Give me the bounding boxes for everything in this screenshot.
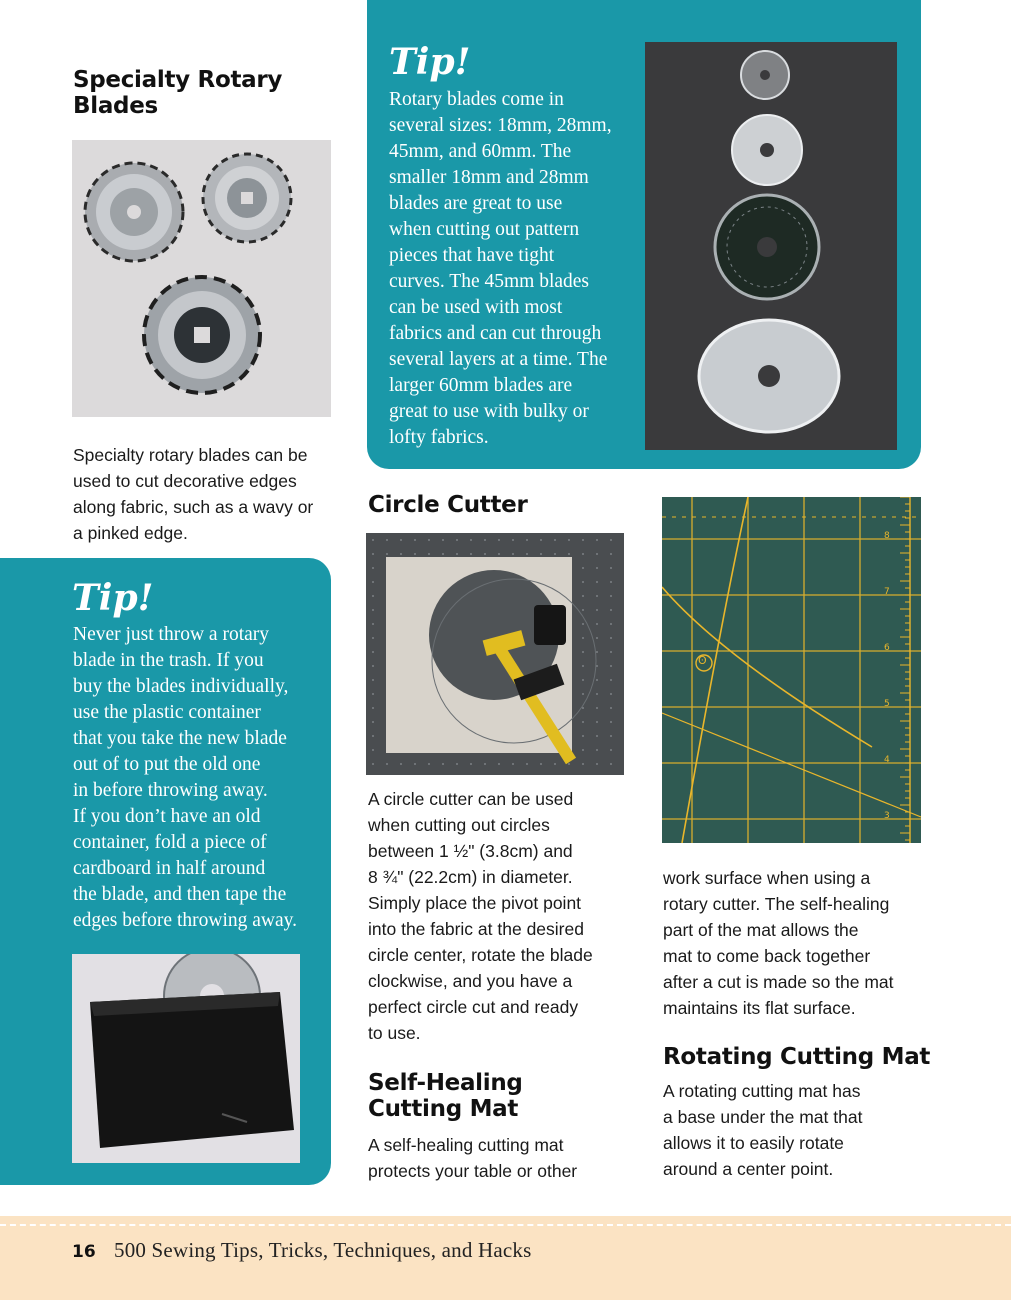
tip-box-left — [0, 558, 331, 1185]
tip-box-top — [367, 0, 921, 469]
mat-logo-icon: ʘ — [698, 654, 707, 667]
paragraph-rotating-mat: A rotating cutting mat has a base under the mat that allows it to easily rotate around a center point. — [663, 1081, 863, 1179]
paragraph-self-healing-continued: work surface when using a rotary cutter. The self-healing part of the mat allows the mat to come back together after a cut is made so the mat maintains its flat surface. — [663, 868, 894, 1018]
heading-self-healing-mat: Self-Healing Cutting Mat — [368, 1070, 523, 1122]
photo-blade-sizes — [645, 42, 897, 450]
mat-ruler-label: 3 — [884, 811, 890, 821]
mat-ruler-label: 5 — [884, 699, 890, 709]
photo-specialty-blades — [72, 140, 331, 417]
paragraph-self-healing-start: A self-healing cutting mat protects your table or other — [368, 1135, 578, 1181]
mat-ruler-label: 8 — [884, 531, 890, 541]
photo-self-healing-mat — [662, 497, 921, 843]
mat-ruler-label: 4 — [884, 755, 890, 765]
heading-specialty-rotary-blades: Specialty Rotary Blades — [73, 67, 283, 119]
tip-text-left: Never just throw a rotary blade in the trash. If you buy the blades individually, use the plastic container that you take the new blade out of to put the old one in before throwing away. If you don’t have an old container, fold a piece of cardboard in half around the blade, and then tape the edges before throwing away. — [73, 624, 297, 931]
heading-circle-cutter: Circle Cutter — [368, 492, 528, 518]
footer-dashed-divider — [0, 1224, 1011, 1226]
photo-blade-in-cardboard — [72, 954, 300, 1163]
tip-text-top: Rotary blades come in several sizes: 18mm, 28mm, 45mm, and 60mm. The smaller 18mm and 28mm blades are great to use when cutting out pattern pieces that have tight curves. The 45mm blades can be used with most fabrics and can cut through several layers at a time. The larger 60mm blades are great to use with bulky or lofty fabrics. — [389, 89, 612, 448]
book-title: 500 Sewing Tips, Tricks, Techniques, and Hacks — [114, 1238, 532, 1262]
heading-rotating-cutting-mat: Rotating Cutting Mat — [663, 1044, 931, 1070]
tip-title-top: Tip! — [389, 41, 471, 83]
tip-title-left: Tip! — [72, 577, 154, 619]
paragraph-specialty-blades: Specialty rotary blades can be used to cut decorative edges along fabric, such as a wavy or a pinked edge. — [73, 445, 314, 543]
mat-ruler-label: 7 — [884, 587, 890, 597]
paragraph-circle-cutter: A circle cutter can be used when cutting out circles between 1 ½" (3.8cm) and 8 ¾" (22.2cm) in diameter. Simply place the pivot point into the fabric at the desired circle center, rotate the blade clockwise, and you have a perfect circle cut and ready to use. — [368, 789, 593, 1043]
page-number: 16 — [72, 1242, 96, 1262]
mat-ruler-label: 6 — [884, 643, 890, 653]
photo-circle-cutter — [366, 533, 624, 775]
